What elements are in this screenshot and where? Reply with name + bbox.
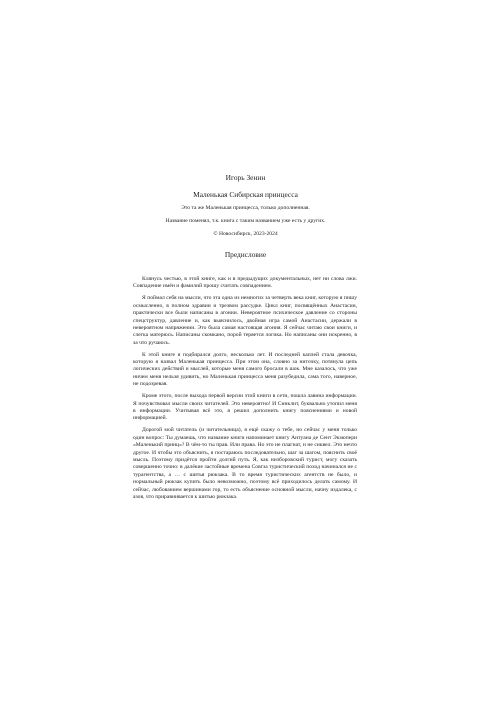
title-note: Это та же Маленькая принцесса, только дополненная. <box>181 205 310 211</box>
paragraph: Дорогой мой читатель (и читательница), я ещё скажу о тебе, но сейчас у меня только один вопрос: Ты думаешь, что название книги напоминает книгу Антуана де Сент Экзюпери «Маленький принц»? В чём-то ты прав. Или права. Но это не плагиат, и не сиквел. Это нечто другое. И чтобы это объяснить, я постараюсь последовательно, шаг за шагом, пояснить своё мысль. Поэтому придётся пройти долгий путь. Я, как низборовский турист, могу сказать совершенно точно: в далёкие застойные времена Совгза туристический поход начинался не с турагентства, а … с шитья рюкзака. В то время туристических агентств не было, и нормальный рюкзак купить было невозможно, поэтому всё приходилось делать самому. И сейчас, любованием вершинами гор, то есть объяснение основной мысли, начну издалека, с азов, что приравнивается к шитью рюкзака. <box>133 427 357 500</box>
paragraph: Я поймал себя на мысли, что эта одна из немногих за четверть века книг, которую я пишу осмысленно, в полном здравии и трезвом рассудке. Цикл книг, посвящённых Анастасии, практически все были написаны в агонии. Невероятное психическое давление со стороны спецструктур, давление и, как выяснилось, двойная игра самой Анастасии, держали в невероятном напряжении. Это была самая настоящая агония. Я сейчас читаю свои книги, и слегка матерюсь. Написаны скомкано, порой теряется логика. Но написаны они искренно, в за что ручаюсь. <box>133 295 357 346</box>
paragraph: К этой книге я подбирался долго, несколько лет. И последней каплей стала девочка, которую я назвал Маленькая принцесса. При этом она, словно за ниточку, потянула цепь логических действий и мыслей, которые меня самого бросали в шок. Мне казалось, что уже ничем меня нельзя удивить, но Маленькая принцесса меня разубедила, сама того, наверное, не подозревая. <box>133 351 357 388</box>
title-note: Название поменял, т.к. книга с таким названием уже есть у других. <box>165 218 326 224</box>
author-name: Игорь Зенин <box>225 173 266 182</box>
copyright-line: © Новосибирск, 2023-2024 <box>213 231 278 237</box>
paragraph: Клянусь честью, в этой книге, как и в предыдущих документальных, нет ни слова лжи. Совпадение имён и фамилий прошу считать совпадением. <box>133 276 357 290</box>
book-title: Маленькая Сибирская принцесса <box>193 190 298 199</box>
preface-body <box>133 276 357 506</box>
preface-heading: Предисловие <box>224 250 267 259</box>
title-block <box>100 173 391 244</box>
paragraph: Кроме этого, после выхода первой версии этой книги в сети, пошла лавина информации. Я почувствовал мысли своих читателей. Это невероятно! И Синклит, буквально утопил меня в информации. Учитывая всё это, я решил дополнить книгу пояснениями и новой информацией. <box>133 393 357 422</box>
